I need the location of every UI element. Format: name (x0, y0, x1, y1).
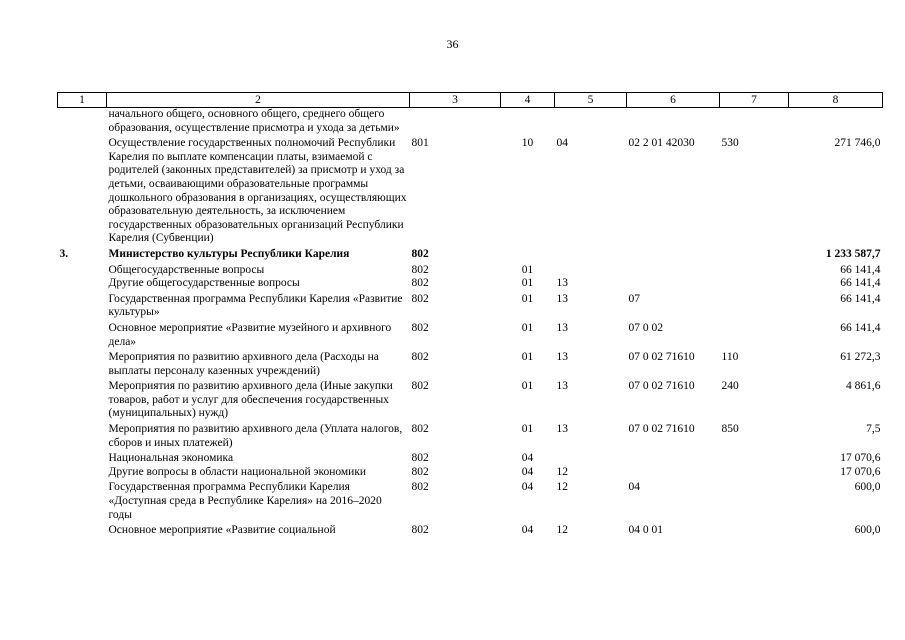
expense-type-code (720, 262, 789, 278)
row-name: Другие общегосударственные вопросы (108, 277, 300, 290)
row-name: Мероприятия по развитию архивного дела (Иные закупки товаров, работ и услуг для обеспечения государственных (муниципальных) нужд) (108, 380, 393, 420)
section-code: 01 (521, 277, 534, 290)
subsection-code: 12 (556, 524, 568, 537)
target-article-code: 02 2 01 42030 (628, 137, 695, 150)
table-row (58, 135, 883, 246)
expense-type-code (720, 291, 789, 320)
subsection-code: 12 (556, 465, 568, 478)
target-article-code: 07 0 02 (628, 321, 663, 334)
ministry-code: 802 (411, 321, 429, 334)
amount: 271 746,0 (834, 137, 881, 150)
row-name: Государственная программа Республики Карелия «Развитие культуры» (108, 292, 403, 319)
amount: 17 070,6 (840, 465, 881, 478)
expense-type-code: 240 (721, 380, 739, 393)
subsection-code (555, 262, 627, 278)
subsection-code (555, 108, 627, 136)
ministry-code (410, 108, 501, 136)
ministry-code: 802 (411, 380, 429, 393)
expense-type-code (720, 108, 789, 136)
ministry-code: 802 (411, 263, 429, 276)
expense-type-code (720, 450, 789, 466)
target-article-code: 07 0 02 71610 (628, 351, 695, 364)
row-name: начального общего, основного общего, среднего общего образования, осуществление присмотра и ухода за детьми» (108, 108, 400, 134)
table-row (58, 479, 883, 522)
target-article-code: 04 (628, 481, 640, 494)
subsection-code: 13 (556, 423, 568, 436)
amount: 66 141,4 (840, 321, 881, 334)
target-article-code: 07 0 02 71610 (628, 380, 695, 393)
column-header: 4 (501, 93, 555, 108)
column-header: 7 (720, 93, 789, 108)
table-row (58, 262, 883, 278)
table-row (58, 522, 883, 538)
row-number (58, 450, 107, 466)
row-name: Другие вопросы в области национальной экономики (108, 465, 367, 478)
table-row (58, 291, 883, 320)
target-article-code: 04 0 01 (628, 524, 663, 537)
table-row (58, 246, 883, 262)
row-number (58, 421, 107, 450)
row-name: Мероприятия по развитию архивного дела (Уплата налогов, сборов и иных платежей) (108, 423, 403, 449)
target-article-code (627, 466, 720, 480)
ministry-code: 802 (411, 423, 429, 436)
ministry-code: 802 (411, 524, 429, 537)
table-row (58, 378, 883, 421)
ministry-code: 802 (411, 481, 429, 494)
expense-type-code (720, 320, 789, 349)
amount: 7,5 (866, 423, 881, 436)
section-code: 04 (521, 481, 534, 494)
ministry-code: 802 (411, 351, 429, 364)
subsection-code (555, 246, 627, 262)
amount: 66 141,4 (840, 263, 881, 276)
section-code: 10 (521, 137, 534, 150)
table-row (58, 450, 883, 466)
row-number (58, 277, 107, 291)
table-row (58, 349, 883, 378)
expense-type-code (720, 479, 789, 522)
ministry-code: 802 (411, 452, 429, 465)
row-number (58, 378, 107, 421)
subsection-code (555, 450, 627, 466)
column-header: 8 (789, 93, 883, 108)
subsection-code: 13 (556, 277, 568, 290)
page-number: 36 (446, 37, 459, 51)
subsection-code: 13 (556, 321, 568, 334)
amount: 4 861,6 (846, 380, 881, 393)
amount: 66 141,4 (840, 292, 881, 305)
expense-type-code (720, 277, 789, 291)
row-number (58, 349, 107, 378)
target-article-code (627, 246, 720, 262)
target-article-code (627, 108, 720, 136)
target-article-code (627, 262, 720, 278)
target-article-code: 07 (628, 292, 640, 305)
subsection-code: 12 (556, 481, 568, 494)
ministry-code: 802 (411, 247, 429, 260)
ministry-code: 802 (411, 277, 429, 290)
ministry-code: 801 (411, 137, 429, 150)
expense-type-code: 850 (721, 423, 739, 436)
section-code: 01 (521, 423, 534, 436)
amount: 600,0 (854, 524, 881, 537)
row-number (58, 262, 107, 278)
subsection-code: 13 (556, 351, 568, 364)
subsection-code: 04 (556, 137, 568, 150)
section-code: 01 (521, 321, 534, 334)
row-name: Государственная программа Республики Карелия «Доступная среда в Республике Карелия» на 2016–2020 годы (108, 481, 382, 521)
row-name: Основное мероприятие «Развитие социальной (108, 524, 336, 537)
expense-type-code (720, 246, 789, 262)
column-header: 5 (555, 93, 627, 108)
section-code: 01 (521, 351, 534, 364)
table-row (58, 277, 883, 291)
ministry-code: 802 (411, 292, 429, 305)
row-name: Министерство культуры Республики Карелия (108, 247, 350, 260)
section-code: 01 (521, 263, 534, 276)
section-code: 04 (521, 452, 534, 465)
column-header: 6 (627, 93, 720, 108)
row-number (58, 320, 107, 349)
row-name: Осуществление государственных полномочий Республики Карелия по выплате компенсации платы, взимаемой с родителей (законных представителей) за присмотр и уход за детьми, осваивающими образовательные программы дошкольного образования в организациях, осуществляющих образовательную деятельность, за исключением государственных образовательных организаций Республики Карелия (Субвенции) (108, 137, 407, 245)
row-name: Национальная экономика (108, 452, 234, 465)
expense-type-code: 110 (721, 351, 739, 364)
target-article-code: 07 0 02 71610 (628, 423, 695, 436)
row-number (58, 108, 107, 136)
subsection-code: 13 (556, 380, 568, 393)
row-number (58, 291, 107, 320)
amount: 61 272,3 (840, 351, 881, 364)
section-code (501, 108, 555, 136)
expense-type-code: 530 (721, 137, 739, 150)
table-row (58, 320, 883, 349)
section-code: 04 (521, 465, 534, 478)
amount: 66 141,4 (840, 277, 881, 290)
header-row (58, 93, 883, 108)
amount (789, 108, 883, 136)
amount: 600,0 (854, 481, 881, 494)
table-row (58, 421, 883, 450)
target-article-code (627, 450, 720, 466)
table-row (58, 108, 883, 136)
expense-type-code (720, 466, 789, 480)
row-name: Общегосударственные вопросы (108, 263, 265, 276)
column-header: 3 (410, 93, 501, 108)
row-number (58, 135, 107, 246)
column-header: 2 (107, 93, 410, 108)
column-header: 1 (58, 93, 107, 108)
expense-type-code (720, 522, 789, 538)
budget-table (57, 92, 883, 538)
target-article-code (627, 277, 720, 291)
section-code: 01 (521, 380, 534, 393)
subsection-code: 13 (556, 292, 568, 305)
row-name: Основное мероприятие «Развитие музейного и архивного дела» (108, 321, 392, 348)
row-number: 3. (59, 247, 69, 260)
section-code: 01 (521, 292, 534, 305)
amount: 17 070,6 (840, 452, 881, 465)
row-number (58, 466, 107, 480)
row-number (58, 479, 107, 522)
table-row (58, 466, 883, 480)
row-number (58, 522, 107, 538)
section-code: 04 (521, 524, 534, 537)
section-code (501, 246, 555, 262)
row-name: Мероприятия по развитию архивного дела (Расходы на выплаты персоналу казенных учреждений) (108, 351, 379, 377)
ministry-code: 802 (411, 465, 429, 478)
amount: 1 233 587,7 (825, 247, 881, 260)
